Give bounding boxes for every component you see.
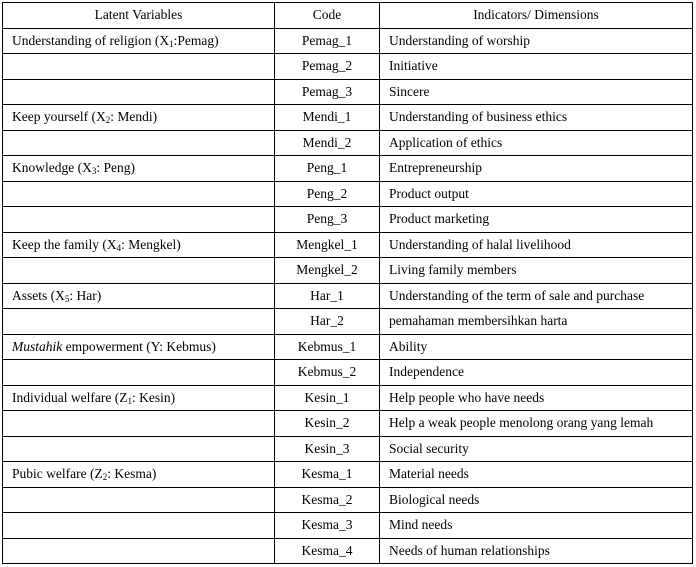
latent-variable-cell — [3, 181, 275, 207]
latent-abbrev: : Mendi) — [110, 109, 158, 125]
code-cell: Pemag_2 — [275, 54, 380, 80]
latent-subscript: 1 — [127, 395, 132, 406]
indicator-cell: Biological needs — [380, 487, 693, 513]
latent-variable-cell — [3, 156, 275, 182]
latent-abbrev: :Pemag) — [173, 32, 219, 48]
table-row — [3, 283, 693, 309]
table-row — [3, 258, 693, 284]
latent-abbrev: : Har) — [69, 287, 102, 303]
latent-text: Assets (X — [12, 287, 65, 303]
header-indicators: Indicators/ Dimensions — [380, 3, 693, 29]
code-cell: Kesin_1 — [275, 385, 380, 411]
latent-text: Keep yourself (X — [12, 109, 106, 125]
table-row — [3, 436, 693, 462]
table-row — [3, 538, 693, 564]
table-row — [3, 156, 693, 182]
latent-variable-cell — [3, 105, 275, 131]
header-code: Code — [275, 3, 380, 29]
latent-subscript: 1 — [169, 38, 174, 49]
code-cell: Har_1 — [275, 283, 380, 309]
table-row — [3, 181, 693, 207]
code-cell: Kebmus_2 — [275, 360, 380, 386]
latent-italic-text: Mustahik — [12, 338, 63, 354]
latent-text: Understanding of religion (X — [12, 32, 170, 48]
latent-text: Keep the family (X — [12, 236, 117, 252]
indicator-cell: Living family members — [380, 258, 693, 284]
indicator-cell: Help people who have needs — [380, 385, 693, 411]
code-cell: Peng_1 — [275, 156, 380, 182]
latent-subscript: 5 — [64, 293, 70, 304]
code-cell: Mendi_1 — [275, 105, 380, 131]
latent-variable-cell — [3, 334, 275, 360]
latent-variable-cell — [3, 130, 275, 156]
indicator-cell: Help a weak people menolong orang yang lemah — [380, 411, 693, 437]
table-row — [3, 130, 693, 156]
latent-subscript: 2 — [102, 472, 108, 483]
code-cell: Kesma_1 — [275, 462, 380, 488]
latent-variable-cell — [3, 79, 275, 105]
code-cell: Mengkel_1 — [275, 232, 380, 258]
indicator-cell: Product marketing — [380, 207, 693, 233]
latent-text: empowerment (Y: Kebmus) — [62, 338, 216, 354]
latent-variable-cell — [3, 28, 275, 54]
latent-abbrev: : Peng) — [96, 160, 135, 176]
indicator-cell: Independence — [380, 360, 693, 386]
latent-abbrev: : Mengkel) — [121, 236, 181, 252]
latent-subscript: 2 — [105, 115, 111, 126]
latent-variable-cell — [3, 513, 275, 539]
latent-abbrev: : Kesin) — [131, 389, 176, 405]
latent-abbrev: : Kesma) — [107, 466, 157, 482]
latent-variable-cell — [3, 54, 275, 80]
indicator-cell: Needs of human relationships — [380, 538, 693, 564]
indicator-cell: Initiative — [380, 54, 693, 80]
latent-variable-cell — [3, 232, 275, 258]
code-cell: Kesma_4 — [275, 538, 380, 564]
code-cell: Kebmus_1 — [275, 334, 380, 360]
latent-variable-cell — [3, 309, 275, 335]
header-latent: Latent Variables — [3, 3, 275, 29]
latent-subscript: 4 — [116, 242, 122, 253]
code-cell: Kesma_2 — [275, 487, 380, 513]
latent-text: Knowledge (X — [12, 160, 92, 176]
latent-variable-cell — [3, 360, 275, 386]
code-cell: Mengkel_2 — [275, 258, 380, 284]
indicator-cell: Material needs — [380, 462, 693, 488]
code-cell: Peng_3 — [275, 207, 380, 233]
indicator-cell: Understanding of halal livelihood — [380, 232, 693, 258]
latent-variable-cell — [3, 462, 275, 488]
table-row — [3, 54, 693, 80]
indicator-cell: Understanding of the term of sale and purchase — [380, 283, 693, 309]
latent-variable-cell — [3, 385, 275, 411]
table-row — [3, 360, 693, 386]
table-row — [3, 309, 693, 335]
indicator-cell: Application of ethics — [380, 130, 693, 156]
table-row — [3, 232, 693, 258]
latent-text: Individual welfare (Z — [12, 389, 128, 405]
latent-variable-cell — [3, 207, 275, 233]
indicator-cell: Product output — [380, 181, 693, 207]
table-row — [3, 513, 693, 539]
indicator-cell: Mind needs — [380, 513, 693, 539]
latent-variable-cell — [3, 538, 275, 564]
table-row — [3, 105, 693, 131]
table-row — [3, 385, 693, 411]
indicator-cell: Entrepreneurship — [380, 156, 693, 182]
table-row — [3, 28, 693, 54]
indicator-cell: Social security — [380, 436, 693, 462]
latent-variable-cell — [3, 258, 275, 284]
code-cell: Peng_2 — [275, 181, 380, 207]
code-cell: Har_2 — [275, 309, 380, 335]
latent-variable-cell — [3, 487, 275, 513]
table-row — [3, 207, 693, 233]
variables-table — [2, 2, 693, 564]
code-cell: Pemag_1 — [275, 28, 380, 54]
latent-text: Pubic welfare (Z — [12, 466, 103, 482]
latent-subscript: 3 — [91, 166, 97, 177]
header-row — [3, 3, 693, 29]
table-row — [3, 334, 693, 360]
table-row — [3, 462, 693, 488]
table-row — [3, 487, 693, 513]
latent-variable-cell — [3, 411, 275, 437]
indicator-cell: Ability — [380, 334, 693, 360]
indicator-cell: Understanding of business ethics — [380, 105, 693, 131]
indicator-cell: Understanding of worship — [380, 28, 693, 54]
code-cell: Mendi_2 — [275, 130, 380, 156]
table-body — [3, 28, 693, 564]
code-cell: Kesma_3 — [275, 513, 380, 539]
latent-variable-cell — [3, 436, 275, 462]
code-cell: Kesin_3 — [275, 436, 380, 462]
table-row — [3, 411, 693, 437]
code-cell: Kesin_2 — [275, 411, 380, 437]
table-row — [3, 79, 693, 105]
indicator-cell: Sincere — [380, 79, 693, 105]
indicator-cell: pemahaman membersihkan harta — [380, 309, 693, 335]
code-cell: Pemag_3 — [275, 79, 380, 105]
latent-variable-cell — [3, 283, 275, 309]
